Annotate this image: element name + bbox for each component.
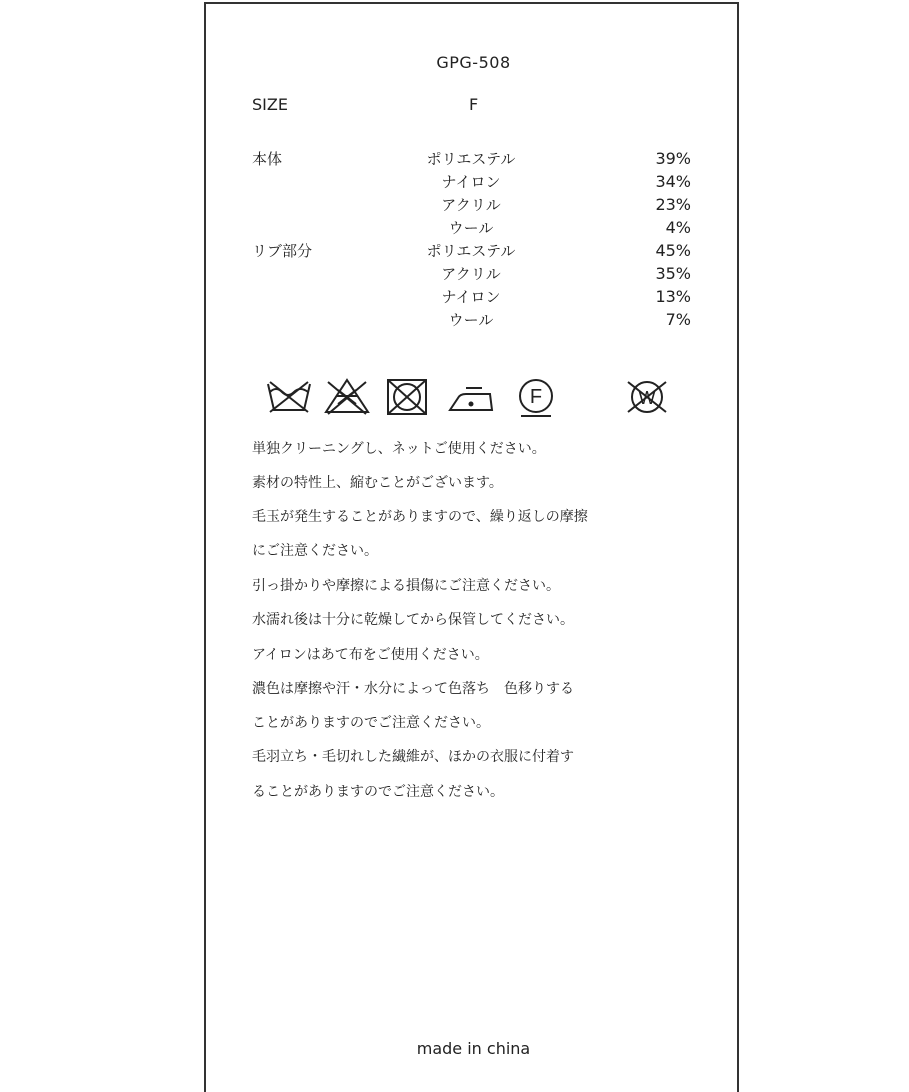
care-label [204,2,739,1092]
material-name: ウール [448,311,494,329]
care-note: 毛玉が発生することがありますので、繰り返しの摩擦 [252,509,588,525]
material-percent: 7% [665,310,691,329]
size-value: F [469,95,479,114]
care-note: 素材の特性上、縮むことがございます。 [252,475,503,491]
material-name: ナイロン [441,288,501,306]
composition-part-body: 本体 [252,150,283,168]
material-name: ポリエステル [426,242,516,260]
care-note: 単独クリーニングし、ネットご使用ください。 [252,441,546,457]
iron-low-icon [446,376,496,418]
size-label: SIZE [252,95,288,114]
composition-part-rib: リブ部分 [252,242,313,260]
care-note: 毛羽立ち・毛切れした繊維が、ほかの衣服に付着す [252,749,574,765]
material-percent: 35% [655,264,691,283]
material-percent: 39% [655,149,691,168]
no-tumble-dry-icon [382,376,432,418]
svg-text:F: F [529,386,543,408]
material-percent: 45% [655,241,691,260]
care-note: にご注意ください。 [252,543,378,559]
material-name: ポリエステル [426,150,516,168]
svg-text:W: W [638,388,656,408]
care-note: 引っ掛かりや摩擦による損傷にご注意ください。 [252,578,560,594]
no-bleach-icon [322,376,372,418]
care-note: ることがありますのでご注意ください。 [252,784,504,800]
origin-text: made in china [416,1039,531,1058]
material-percent: 4% [665,218,691,237]
material-percent: 23% [655,195,691,214]
material-name: ナイロン [441,173,501,191]
dry-clean-f-icon [511,376,561,418]
care-note: 濃色は摩擦や汗・水分によって色落ち 色移りする [252,681,574,697]
product-code: GPG-508 [436,53,511,72]
care-note: ことがありますのでご注意ください。 [252,715,490,731]
material-name: アクリル [441,196,501,214]
material-percent: 13% [655,287,691,306]
material-name: アクリル [441,265,501,283]
material-percent: 34% [655,172,691,191]
care-note: 水濡れ後は十分に乾燥してから保管してください。 [252,612,574,628]
no-wet-clean-icon [622,376,672,418]
material-name: ウール [448,219,494,237]
no-washing-icon [264,376,314,418]
care-note: アイロンはあて布をご使用ください。 [252,647,489,663]
